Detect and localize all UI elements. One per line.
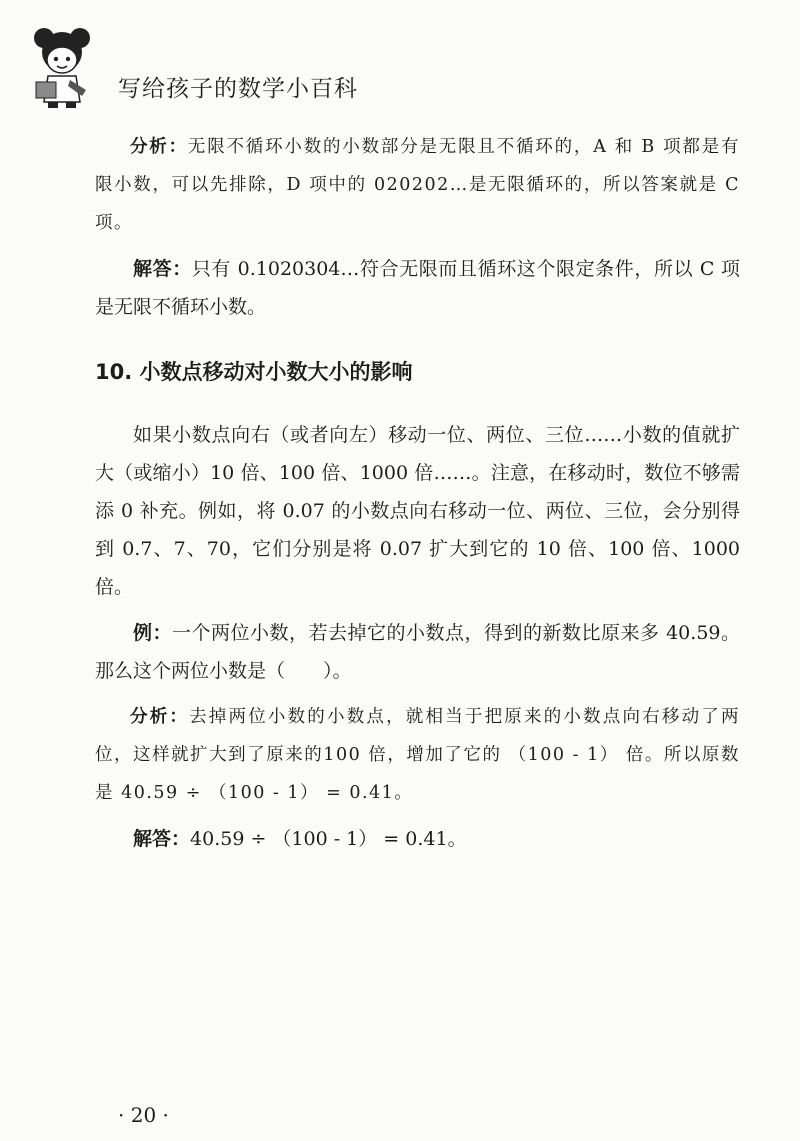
book-title: 写给孩子的数学小百科 xyxy=(118,76,358,102)
example-label: 例： xyxy=(133,622,173,644)
section-title: 10. 小数点移动对小数大小的影响 xyxy=(95,360,413,384)
example-text: 一个两位小数，若去掉它的小数点，得到的新数比原来多 40.59。那么这个两位小数是（ ）。 xyxy=(95,622,740,682)
answer-label-2: 解答： xyxy=(133,828,191,850)
answer-paragraph-2 xyxy=(95,820,740,858)
analysis-text-2: 去掉两位小数的小数点，就相当于把原来的小数点向右移动了两位，这样就扩大到了原来的100 倍，增加了它的 （100 - 1） 倍。所以原数是 40.59 ÷ （100 - 1） = 0.41。 xyxy=(95,707,741,803)
page-header xyxy=(30,20,430,110)
analysis-text-1: 无限不循环小数的小数部分是无限且不循环的，A 和 B 项都是有限小数，可以先排除，D 项中的 020202…是无限循环的，所以答案就是 C 项。 xyxy=(95,137,741,233)
example-paragraph xyxy=(95,614,740,690)
page-content xyxy=(95,128,740,858)
answer-text-2: 40.59 ÷ （100 - 1） = 0.41。 xyxy=(190,828,467,850)
analysis-paragraph-2 xyxy=(95,698,740,812)
answer-text-1: 只有 0.1020304…符合无限而且循环这个限定条件，所以 C 项是无限不循环小数。 xyxy=(95,258,740,318)
page-number: · 20 · xyxy=(118,1103,169,1127)
analysis-paragraph-1 xyxy=(95,128,740,242)
body-paragraph: 如果小数点向右（或者向左）移动一位、两位、三位……小数的值就扩大（或缩小）10 倍、100 倍、1000 倍……。注意，在移动时，数位不够需添 0 补充。例如，将 0.07 的小数点向右移动一位、两位、三位，会分别得到 0.7、7、70，它们分别是将 0.07 扩大到它的 10 倍、100 倍、1000 倍。 xyxy=(95,424,740,598)
analysis-label-2: 分析： xyxy=(130,707,190,727)
answer-paragraph-1 xyxy=(95,250,740,326)
answer-label-1: 解答： xyxy=(133,258,192,280)
analysis-label-1: 分析： xyxy=(130,137,188,157)
girl-mascot-icon xyxy=(30,20,100,110)
